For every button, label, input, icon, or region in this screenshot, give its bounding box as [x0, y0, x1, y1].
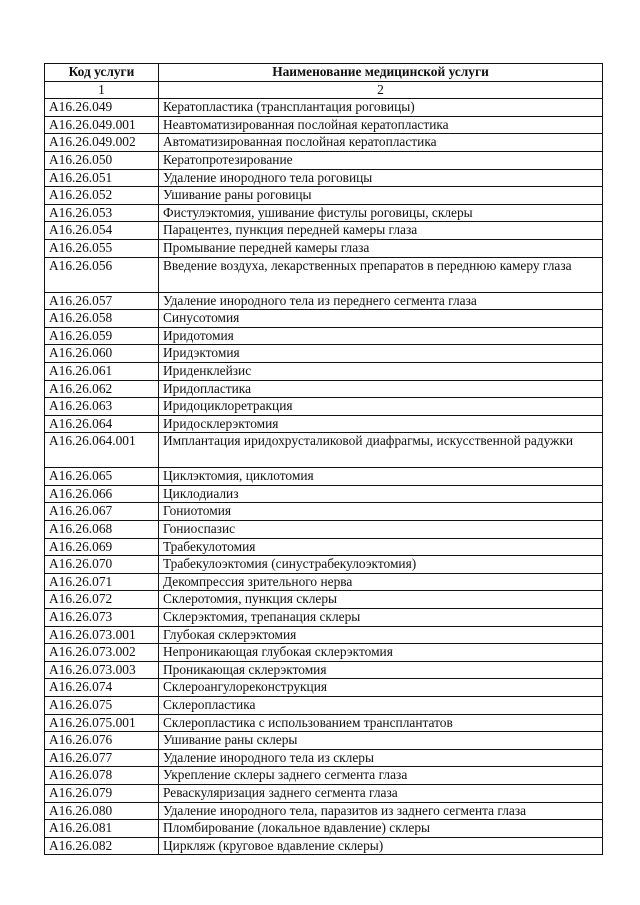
table-row — [45, 222, 603, 240]
service-name: Гониоспазис — [159, 521, 603, 539]
table-row — [45, 679, 603, 697]
service-code: A16.26.076 — [45, 732, 159, 750]
service-name: Удаление инородного тела, паразитов из заднего сегмента глаза — [159, 802, 603, 820]
service-code: A16.26.065 — [45, 468, 159, 486]
service-code: A16.26.077 — [45, 749, 159, 767]
table-row — [45, 134, 603, 152]
table-row — [45, 626, 603, 644]
service-name: Гониотомия — [159, 503, 603, 521]
service-name: Введение воздуха, лекарственных препаратов в переднюю камеру глаза — [159, 257, 603, 292]
service-name: Кератопротезирование — [159, 151, 603, 169]
service-code: A16.26.073.001 — [45, 626, 159, 644]
service-code: A16.26.050 — [45, 151, 159, 169]
service-code: A16.26.055 — [45, 239, 159, 257]
service-code: A16.26.081 — [45, 820, 159, 838]
service-code: A16.26.069 — [45, 538, 159, 556]
table-row — [45, 644, 603, 662]
service-name: Удаление инородного тела роговицы — [159, 169, 603, 187]
header-row — [45, 64, 603, 82]
service-name: Склеротомия, пункция склеры — [159, 591, 603, 609]
service-name: Фистулэктомия, ушивание фистулы роговицы, склеры — [159, 204, 603, 222]
table-row — [45, 732, 603, 750]
table-row — [45, 398, 603, 416]
service-code: A16.26.049.002 — [45, 134, 159, 152]
service-code: A16.26.072 — [45, 591, 159, 609]
table-row — [45, 116, 603, 134]
service-name: Декомпрессия зрительного нерва — [159, 573, 603, 591]
service-name: Циркляж (круговое вдавление склеры) — [159, 837, 603, 855]
service-name: Иридоциклоретракция — [159, 398, 603, 416]
table-row — [45, 310, 603, 328]
service-name: Склеропластика — [159, 697, 603, 715]
service-code: A16.26.075 — [45, 697, 159, 715]
service-name: Склероангулореконструкция — [159, 679, 603, 697]
service-code: A16.26.074 — [45, 679, 159, 697]
table-row — [45, 345, 603, 363]
table-row — [45, 609, 603, 627]
column-number-2: 2 — [159, 81, 603, 99]
service-name: Неавтоматизированная послойная кератопластика — [159, 116, 603, 134]
service-name: Кератопластика (трансплантация роговицы) — [159, 99, 603, 117]
table-header — [45, 64, 603, 99]
document-page — [44, 63, 602, 855]
table-row — [45, 169, 603, 187]
service-name: Трабекулоэктомия (синустрабекулоэктомия) — [159, 556, 603, 574]
table-row — [45, 257, 603, 292]
service-name: Иридопластика — [159, 380, 603, 398]
service-code: A16.26.068 — [45, 521, 159, 539]
service-name: Иридотомия — [159, 327, 603, 345]
table-row — [45, 714, 603, 732]
service-name: Иридосклерэктомия — [159, 415, 603, 433]
service-code: A16.26.066 — [45, 485, 159, 503]
service-name: Циклэктомия, циклотомия — [159, 468, 603, 486]
service-name: Проникающая склерэктомия — [159, 661, 603, 679]
column-numbers-row — [45, 81, 603, 99]
table-row — [45, 697, 603, 715]
table-row — [45, 503, 603, 521]
service-code: A16.26.058 — [45, 310, 159, 328]
service-code: A16.26.063 — [45, 398, 159, 416]
table-row — [45, 521, 603, 539]
service-name: Ушивание раны склеры — [159, 732, 603, 750]
service-code: A16.26.080 — [45, 802, 159, 820]
table-row — [45, 767, 603, 785]
service-name: Удаление инородного тела из склеры — [159, 749, 603, 767]
service-code: A16.26.053 — [45, 204, 159, 222]
table-row — [45, 327, 603, 345]
service-code: A16.26.056 — [45, 257, 159, 292]
service-code: A16.26.073.003 — [45, 661, 159, 679]
service-name: Циклодиализ — [159, 485, 603, 503]
service-name: Ушивание раны роговицы — [159, 187, 603, 205]
table-row — [45, 591, 603, 609]
service-name: Трабекулотомия — [159, 538, 603, 556]
table-body — [45, 99, 603, 855]
table-row — [45, 802, 603, 820]
table-row — [45, 573, 603, 591]
table-row — [45, 749, 603, 767]
service-code: A16.26.071 — [45, 573, 159, 591]
service-name: Имплантация иридохрусталиковой диафрагмы, искусственной радужки — [159, 433, 603, 468]
service-name: Укрепление склеры заднего сегмента глаза — [159, 767, 603, 785]
service-name: Непроникающая глубокая склерэктомия — [159, 644, 603, 662]
table-row — [45, 485, 603, 503]
service-code: A16.26.051 — [45, 169, 159, 187]
table-row — [45, 187, 603, 205]
service-code: A16.26.079 — [45, 784, 159, 802]
column-number-1: 1 — [45, 81, 159, 99]
service-name: Парацентез, пункция передней камеры глаза — [159, 222, 603, 240]
service-code: A16.26.064.001 — [45, 433, 159, 468]
table-row — [45, 204, 603, 222]
table-row — [45, 151, 603, 169]
table-row — [45, 380, 603, 398]
service-name: Глубокая склерэктомия — [159, 626, 603, 644]
service-name: Ириденклейзис — [159, 362, 603, 380]
table-row — [45, 538, 603, 556]
service-code: A16.26.062 — [45, 380, 159, 398]
service-code: A16.26.061 — [45, 362, 159, 380]
table-row — [45, 239, 603, 257]
table-row — [45, 837, 603, 855]
table-row — [45, 362, 603, 380]
table-row — [45, 415, 603, 433]
service-code: A16.26.070 — [45, 556, 159, 574]
table-row — [45, 468, 603, 486]
service-code: A16.26.059 — [45, 327, 159, 345]
table-row — [45, 99, 603, 117]
table-row — [45, 661, 603, 679]
table-row — [45, 784, 603, 802]
services-table — [44, 63, 603, 855]
service-code: A16.26.057 — [45, 292, 159, 310]
service-name: Удаление инородного тела из переднего сегмента глаза — [159, 292, 603, 310]
service-code: A16.26.082 — [45, 837, 159, 855]
service-name: Реваскуляризация заднего сегмента глаза — [159, 784, 603, 802]
service-code: A16.26.049.001 — [45, 116, 159, 134]
service-name: Промывание передней камеры глаза — [159, 239, 603, 257]
service-code: A16.26.067 — [45, 503, 159, 521]
header-code: Код услуги — [45, 64, 159, 82]
service-code: A16.26.073 — [45, 609, 159, 627]
service-code: A16.26.052 — [45, 187, 159, 205]
header-name: Наименование медицинской услуги — [159, 64, 603, 82]
service-code: A16.26.054 — [45, 222, 159, 240]
service-code: A16.26.078 — [45, 767, 159, 785]
table-row — [45, 292, 603, 310]
service-name: Синусотомия — [159, 310, 603, 328]
service-name: Склеропластика с использованием трансплантатов — [159, 714, 603, 732]
table-row — [45, 556, 603, 574]
service-code: A16.26.060 — [45, 345, 159, 363]
service-name: Автоматизированная послойная кератопластика — [159, 134, 603, 152]
service-code: A16.26.073.002 — [45, 644, 159, 662]
table-row — [45, 820, 603, 838]
table-row — [45, 433, 603, 468]
service-code: A16.26.075.001 — [45, 714, 159, 732]
service-name: Склерэктомия, трепанация склеры — [159, 609, 603, 627]
service-name: Иридэктомия — [159, 345, 603, 363]
service-code: A16.26.064 — [45, 415, 159, 433]
service-name: Пломбирование (локальное вдавление) склеры — [159, 820, 603, 838]
service-code: A16.26.049 — [45, 99, 159, 117]
